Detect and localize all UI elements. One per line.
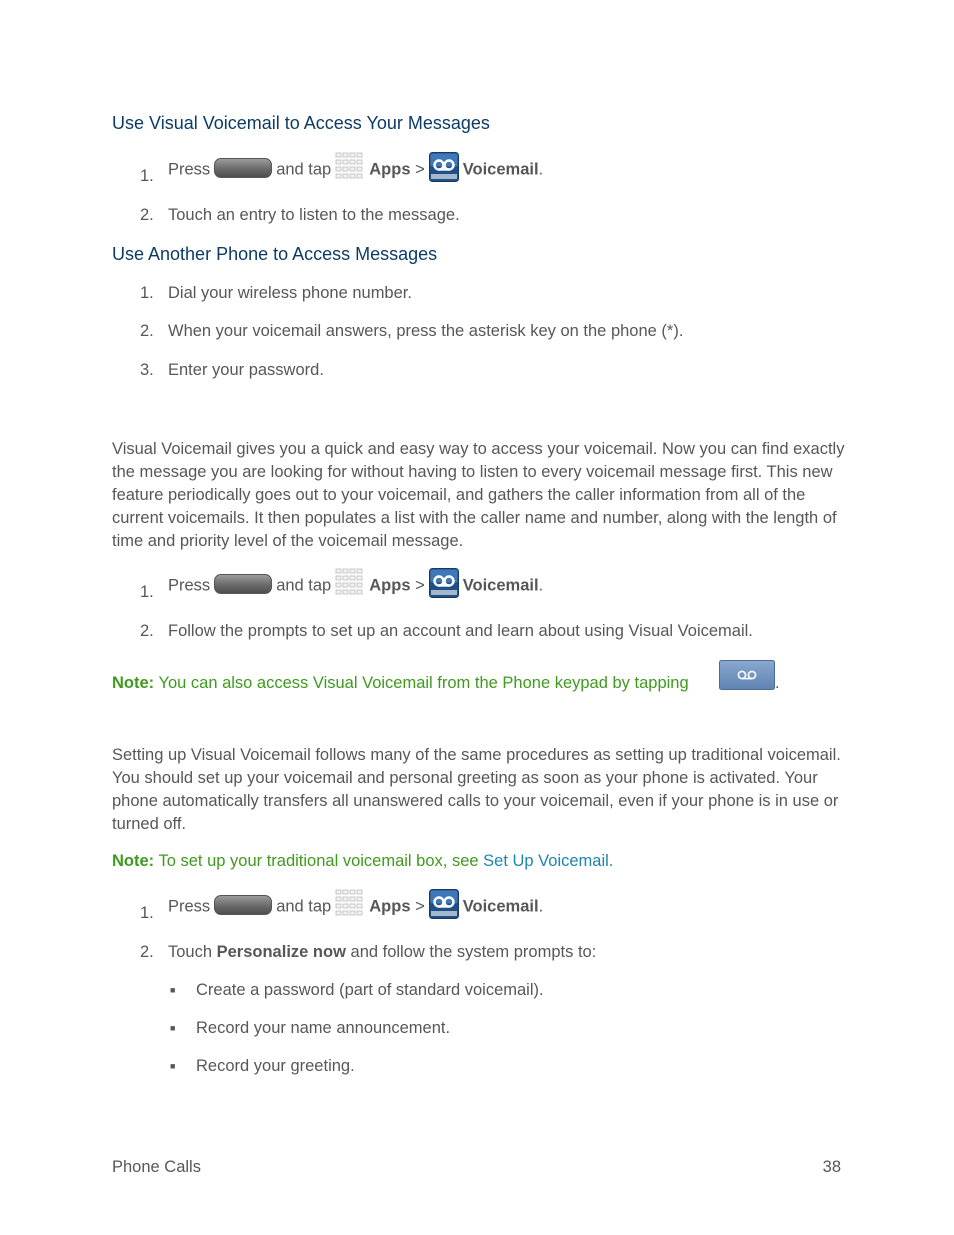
home-button-icon xyxy=(214,574,272,594)
heading-another-phone-access: Use Another Phone to Access Messages xyxy=(112,244,438,264)
step-press-label: Press xyxy=(168,897,211,916)
step-text: Enter your password. xyxy=(168,361,324,379)
note-label: Note: xyxy=(112,852,155,870)
note-keypad-access xyxy=(112,674,689,693)
separator: > xyxy=(415,160,425,179)
note-traditional-voicemail xyxy=(112,852,613,871)
note-text: To set up your traditional voicemail box, see xyxy=(158,852,479,870)
step-number: 2. xyxy=(140,206,154,224)
visual-voicemail-intro-paragraph xyxy=(112,438,847,553)
set-up-voicemail-link[interactable]: Set Up Voicemail. xyxy=(483,852,614,870)
step-and-tap-label: and tap xyxy=(276,576,332,595)
voicemail-app-icon xyxy=(429,568,459,598)
home-button-icon xyxy=(214,158,272,178)
apps-grid-icon xyxy=(335,568,365,598)
step-press-label: Press xyxy=(168,160,211,179)
step-and-tap-label: and tap xyxy=(276,897,332,916)
bullet-item: Create a password (part of standard voicemail). xyxy=(196,981,544,999)
step-number: 2. xyxy=(140,943,154,961)
step-and-tap-label: and tap xyxy=(276,160,332,179)
period: . xyxy=(538,160,544,179)
voicemail-app-icon xyxy=(429,889,459,919)
separator: > xyxy=(415,576,425,595)
personalize-now-label: Personalize now xyxy=(216,943,346,961)
note-end-period: . xyxy=(775,674,780,692)
voicemail-app-icon xyxy=(429,152,459,182)
apps-label: Apps xyxy=(369,576,411,595)
step-number: 1. xyxy=(140,904,154,922)
note-text: You can also access Visual Voicemail from the Phone keypad by tapping xyxy=(158,674,689,692)
step-press-label: Press xyxy=(168,576,211,595)
bullet-marker: ■ xyxy=(170,1061,176,1071)
step-text: Follow the prompts to set up an account and learn about using Visual Voicemail. xyxy=(168,622,753,640)
bullet-item: Record your greeting. xyxy=(196,1057,355,1075)
step-press-apps-voicemail xyxy=(168,152,543,188)
apps-label: Apps xyxy=(369,160,411,179)
step-number: 1. xyxy=(140,167,154,185)
step-personalize xyxy=(168,943,596,962)
apps-label: Apps xyxy=(369,897,411,916)
apps-grid-icon xyxy=(335,889,365,919)
period: . xyxy=(538,576,544,595)
step-text: When your voicemail answers, press the asterisk key on the phone (*). xyxy=(168,322,684,340)
step-touch-label: Touch xyxy=(168,943,213,961)
apps-grid-icon xyxy=(335,152,365,182)
setup-visual-voicemail-paragraph xyxy=(112,744,847,836)
step-rest-text: and follow the system prompts to: xyxy=(350,943,597,961)
paragraph-text: Setting up Visual Voicemail follows many of the same procedures as setting up traditional voicemail. You should set up your voicemail and personal greeting as soon as your phone is activated. Your phone automatically transfers all unanswered calls to your voicemail, even if your phone is in use or turned off. xyxy=(112,746,841,833)
voicemail-label: Voicemail xyxy=(462,576,539,595)
bullet-marker: ■ xyxy=(170,985,176,995)
step-number: 1. xyxy=(140,583,154,601)
step-number: 3. xyxy=(140,361,154,379)
step-text: Dial your wireless phone number. xyxy=(168,284,412,302)
home-button-icon xyxy=(214,895,272,915)
voicemail-label: Voicemail xyxy=(462,160,539,179)
paragraph-text: Visual Voicemail gives you a quick and easy way to access your voicemail. Now you can find exactly the message you are looking for without having to listen to every voicemail message first. This new feature periodically goes out to your voicemail, and gathers the caller information from all of the current voicemails. It then populates a list with the caller name and number, along with the length of time and priority level of the voicemail message. xyxy=(112,440,845,550)
bullet-marker: ■ xyxy=(170,1023,176,1033)
step-press-apps-voicemail xyxy=(168,568,543,604)
keypad-voicemail-button-icon xyxy=(719,660,775,690)
voicemail-label: Voicemail xyxy=(462,897,539,916)
footer-page-number: 38 xyxy=(822,1158,841,1176)
bullet-item: Record your name announcement. xyxy=(196,1019,451,1037)
step-number: 2. xyxy=(140,322,154,340)
period: . xyxy=(538,897,544,916)
step-number: 1. xyxy=(140,284,154,302)
heading-visual-voicemail-access: Use Visual Voicemail to Access Your Messages xyxy=(112,113,490,133)
step-text: Touch an entry to listen to the message. xyxy=(168,206,460,224)
step-number: 2. xyxy=(140,622,154,640)
step-press-apps-voicemail xyxy=(168,889,543,925)
note-label: Note: xyxy=(112,674,155,692)
separator: > xyxy=(415,897,425,916)
footer-section-name: Phone Calls xyxy=(112,1158,201,1176)
